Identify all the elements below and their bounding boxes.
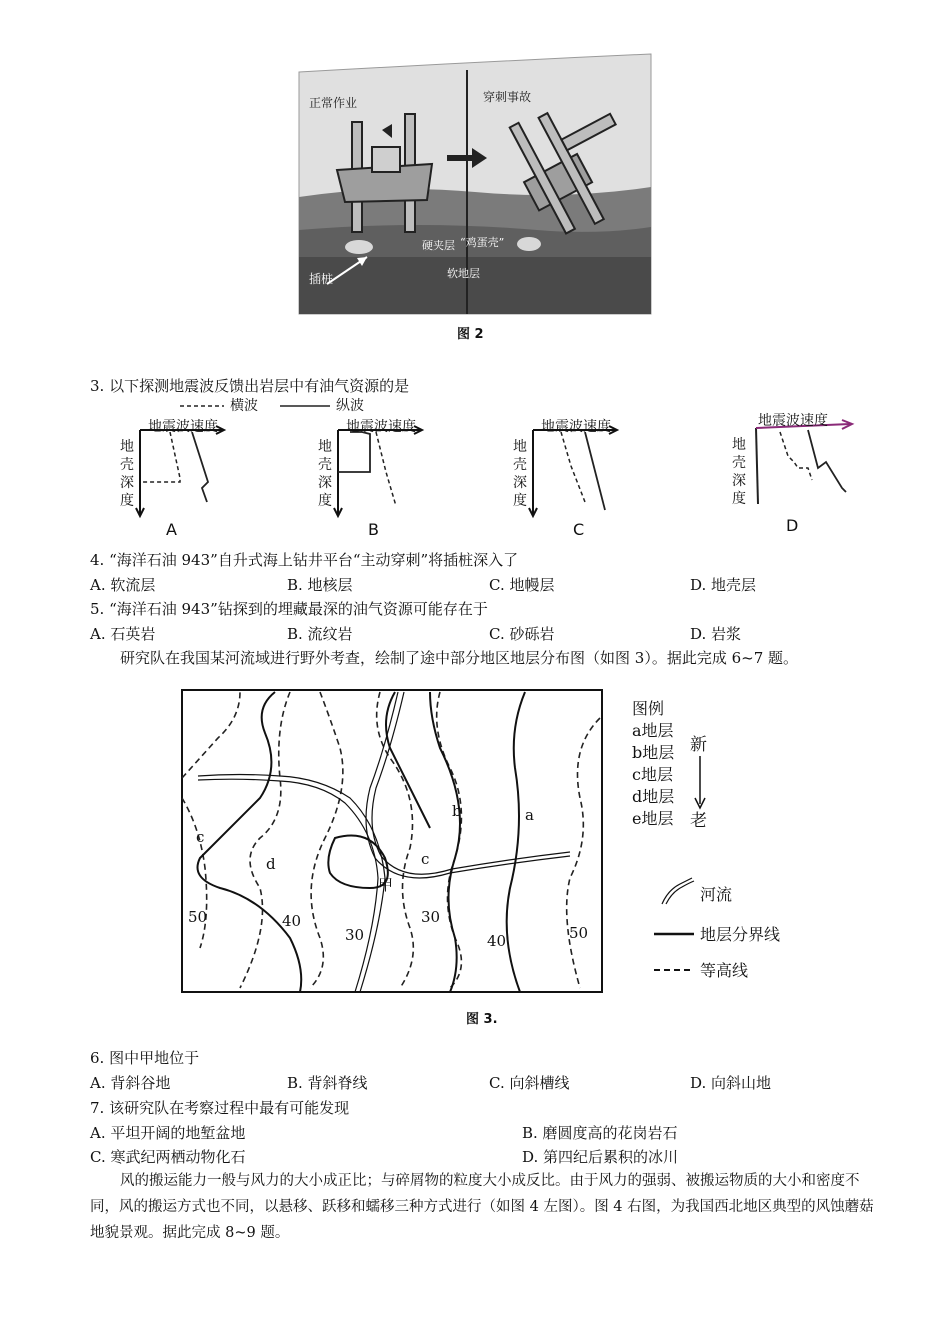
contour-value-30-left: 30 bbox=[345, 926, 365, 944]
map-label-d: d bbox=[266, 855, 276, 873]
question-4-stem: 4. “海洋石油 943”自升式海上钻井平台“主动穿刺”将插桩深入了 bbox=[90, 551, 519, 569]
graph-b bbox=[310, 416, 430, 541]
question-6-stem: 6. 图中甲地位于 bbox=[90, 1049, 200, 1067]
q3-legend bbox=[180, 396, 410, 416]
legend-river-icon bbox=[658, 876, 698, 906]
legend-boundary-icon bbox=[652, 928, 697, 940]
figure-2-caption: 图 2 bbox=[457, 327, 484, 342]
q6-option-d[interactable]: D. 向斜山地 bbox=[690, 1074, 772, 1092]
figure-2 bbox=[297, 52, 653, 317]
graph-d-y-label: 地壳深度 bbox=[732, 437, 746, 507]
intro-questions-6-7: 研究队在我国某河流域进行野外考查，绘制了途中部分地区地层分布图（如图 3）。据此完成 6~7 题。 bbox=[120, 649, 799, 667]
legend-layer-a: a地层 bbox=[632, 721, 674, 740]
map-label-a: a bbox=[525, 806, 534, 824]
figure-2-egg-label: “鸡蛋壳” bbox=[460, 236, 505, 249]
graph-a-x-label: 地震波速度 bbox=[148, 419, 218, 435]
q4-option-a[interactable]: A. 软流层 bbox=[90, 576, 156, 594]
q5-option-a[interactable]: A. 石英岩 bbox=[90, 625, 156, 643]
legend-title: 图例 bbox=[632, 699, 665, 718]
graph-a-y-label: 地壳深度 bbox=[120, 439, 134, 509]
question-7-stem: 7. 该研究队在考察过程中最有可能发现 bbox=[90, 1099, 350, 1117]
legend-old-label: 老 bbox=[690, 811, 707, 831]
figure-3-legend bbox=[620, 688, 785, 988]
graph-c-x-label: 地震波速度 bbox=[541, 419, 611, 435]
q4-option-b[interactable]: B. 地核层 bbox=[287, 576, 353, 594]
legend-contour-icon bbox=[652, 964, 697, 976]
legend-boundary-label: 地层分界线 bbox=[700, 925, 781, 944]
q7-option-d[interactable]: D. 第四纪后累积的冰川 bbox=[522, 1148, 679, 1166]
graph-b-y-label: 地壳深度 bbox=[318, 439, 332, 509]
map-label-c-right: c bbox=[421, 850, 430, 868]
legend-p-wave: 纵波 bbox=[336, 398, 364, 414]
q6-option-b[interactable]: B. 背斜脊线 bbox=[287, 1074, 368, 1092]
legend-river-label: 河流 bbox=[700, 885, 733, 904]
legend-layer-d: d地层 bbox=[632, 787, 675, 806]
contour-value-30-right: 30 bbox=[421, 908, 441, 926]
graph-b-letter: B bbox=[368, 520, 379, 539]
contour-value-50-right: 50 bbox=[569, 924, 589, 942]
q5-option-d[interactable]: D. 岩浆 bbox=[690, 625, 742, 643]
contour-value-40-left: 40 bbox=[282, 912, 302, 930]
q3-legend-lines bbox=[180, 396, 410, 416]
contour-value-40-right: 40 bbox=[487, 932, 507, 950]
graph-a bbox=[112, 416, 232, 541]
question-5-stem: 5. “海洋石油 943”钻探到的埋藏最深的油气资源可能存在于 bbox=[90, 600, 488, 618]
legend-layer-e: e地层 bbox=[632, 809, 674, 828]
contour-value-50-left: 50 bbox=[188, 908, 208, 926]
q6-option-a[interactable]: A. 背斜谷地 bbox=[90, 1074, 171, 1092]
q4-option-d[interactable]: D. 地壳层 bbox=[690, 576, 757, 594]
legend-layer-c: c地层 bbox=[632, 765, 673, 784]
figure-3-map bbox=[180, 688, 605, 994]
figure-2-soft-layer-label: 软地层 bbox=[447, 267, 480, 280]
graph-d-x-label: 地震波速度 bbox=[758, 413, 828, 429]
figure-3 bbox=[180, 688, 785, 998]
graph-a-letter: A bbox=[166, 520, 177, 539]
question-3-stem: 3. 以下探测地震波反馈出岩层中有油气资源的是 bbox=[90, 377, 410, 395]
legend-new-label: 新 bbox=[690, 735, 707, 755]
legend-contour-label: 等高线 bbox=[700, 961, 749, 980]
graph-b-x-label: 地震波速度 bbox=[346, 419, 416, 435]
q7-option-b[interactable]: B. 磨圆度高的花岗岩石 bbox=[522, 1124, 678, 1142]
q5-option-c[interactable]: C. 砂砾岩 bbox=[489, 625, 555, 643]
legend-s-wave: 横波 bbox=[230, 398, 258, 414]
figure-2-pile-label: 插桩 bbox=[309, 272, 334, 286]
graph-c bbox=[505, 416, 625, 541]
figure-3-caption: 图 3. bbox=[466, 1012, 498, 1027]
q7-option-c[interactable]: C. 寒武纪两栖动物化石 bbox=[90, 1148, 246, 1166]
map-label-c-left: c bbox=[196, 828, 205, 846]
graph-c-y-label: 地壳深度 bbox=[513, 439, 527, 509]
q4-option-c[interactable]: C. 地幔层 bbox=[489, 576, 555, 594]
q7-option-a[interactable]: A. 平坦开阔的地堑盆地 bbox=[90, 1124, 246, 1142]
map-label-jia: 甲 bbox=[378, 876, 394, 894]
figure-2-right-title: 穿刺事故 bbox=[483, 90, 532, 104]
map-label-b: b bbox=[452, 802, 462, 820]
legend-layer-b: b地层 bbox=[632, 743, 675, 762]
legend-new-old-arrow bbox=[690, 754, 710, 814]
graph-d-letter: D bbox=[786, 516, 799, 535]
q5-option-b[interactable]: B. 流纹岩 bbox=[287, 625, 353, 643]
graph-c-letter: C bbox=[573, 520, 585, 539]
q6-option-c[interactable]: C. 向斜槽线 bbox=[489, 1074, 570, 1092]
intro-questions-8-9: 风的搬运能力一般与风力的大小成正比；与碎屑物的粒度大小成反比。由于风力的强弱、被搬运物质的大小和密度不同，风的搬运方式也不同，以悬移、跃移和蠕移三种方式进行（如图 4 左图）。图 4 右图，为我国西北地区典型的风蚀蘑菇地貌景观。据此完成 8~9 题。 bbox=[90, 1173, 874, 1241]
figure-2-hard-layer-label: 硬夹层 bbox=[422, 239, 455, 252]
figure-2-left-title: 正常作业 bbox=[309, 96, 358, 110]
graph-d bbox=[722, 408, 862, 536]
